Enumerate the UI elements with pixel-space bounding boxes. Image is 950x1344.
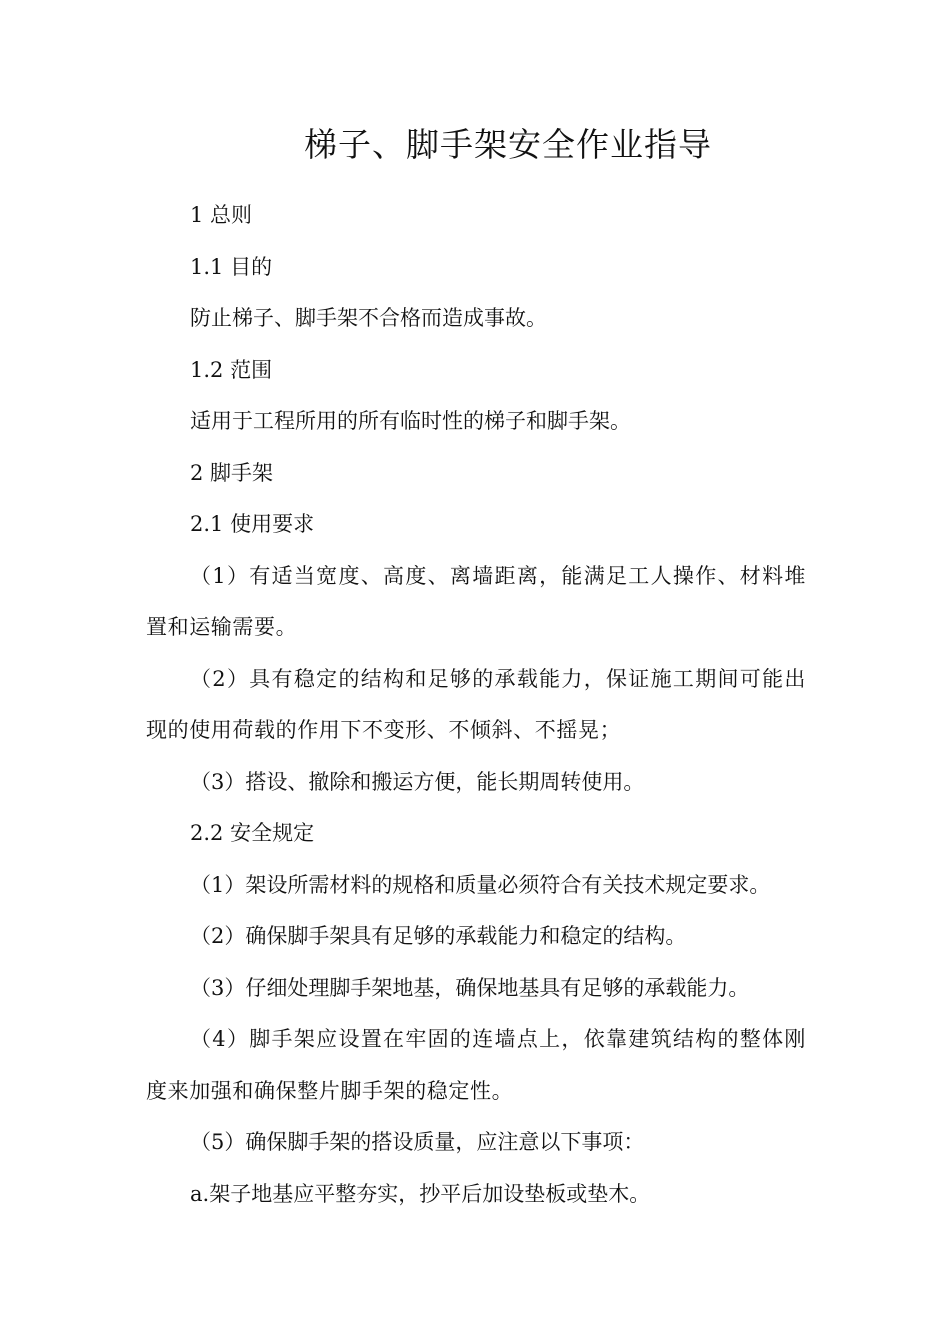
list-item: （2）确保脚手架具有足够的承载能力和稳定的结构。 bbox=[190, 924, 687, 948]
document-title: 梯子、脚手架安全作业指导 bbox=[304, 125, 712, 164]
list-item: a.架子地基应平整夯实，抄平后加设垫板或垫木。 bbox=[190, 1181, 651, 1206]
section-heading: 2 脚手架 bbox=[190, 460, 274, 485]
section-heading: 1 总则 bbox=[190, 203, 253, 227]
list-item: （3）搭设、撤除和搬运方便，能长期周转使用。 bbox=[190, 769, 645, 794]
list-item: （1）有适当宽度、高度、离墙距离，能满足工人操作、材料堆置和运输需要。 bbox=[146, 563, 806, 639]
paragraph: 适用于工程所用的所有临时性的梯子和脚手架。 bbox=[190, 409, 631, 433]
subsection-heading: 1.2 范围 bbox=[190, 357, 273, 382]
list-item: （2）具有稳定的结构和足够的承载能力，保证施工期间可能出现的使用荷载的作用下不变形、不倾斜、不摇晃； bbox=[146, 666, 806, 742]
document-body bbox=[146, 190, 806, 1220]
list-item: （5）确保脚手架的搭设质量，应注意以下事项： bbox=[190, 1130, 645, 1154]
subsection-heading: 1.1 目的 bbox=[190, 254, 273, 279]
subsection-heading: 2.2 安全规定 bbox=[190, 821, 315, 845]
list-item: （3）仔细处理脚手架地基，确保地基具有足够的承载能力。 bbox=[190, 975, 750, 1000]
subsection-heading: 2.1 使用要求 bbox=[190, 512, 315, 536]
list-item: （4）脚手架应设置在牢固的连墙点上，依靠建筑结构的整体刚度来加强和确保整片脚手架的稳定性。 bbox=[146, 1027, 806, 1103]
list-item: （1）架设所需材料的规格和质量必须符合有关技术规定要求。 bbox=[190, 872, 771, 897]
paragraph: 防止梯子、脚手架不合格而造成事故。 bbox=[190, 306, 547, 330]
